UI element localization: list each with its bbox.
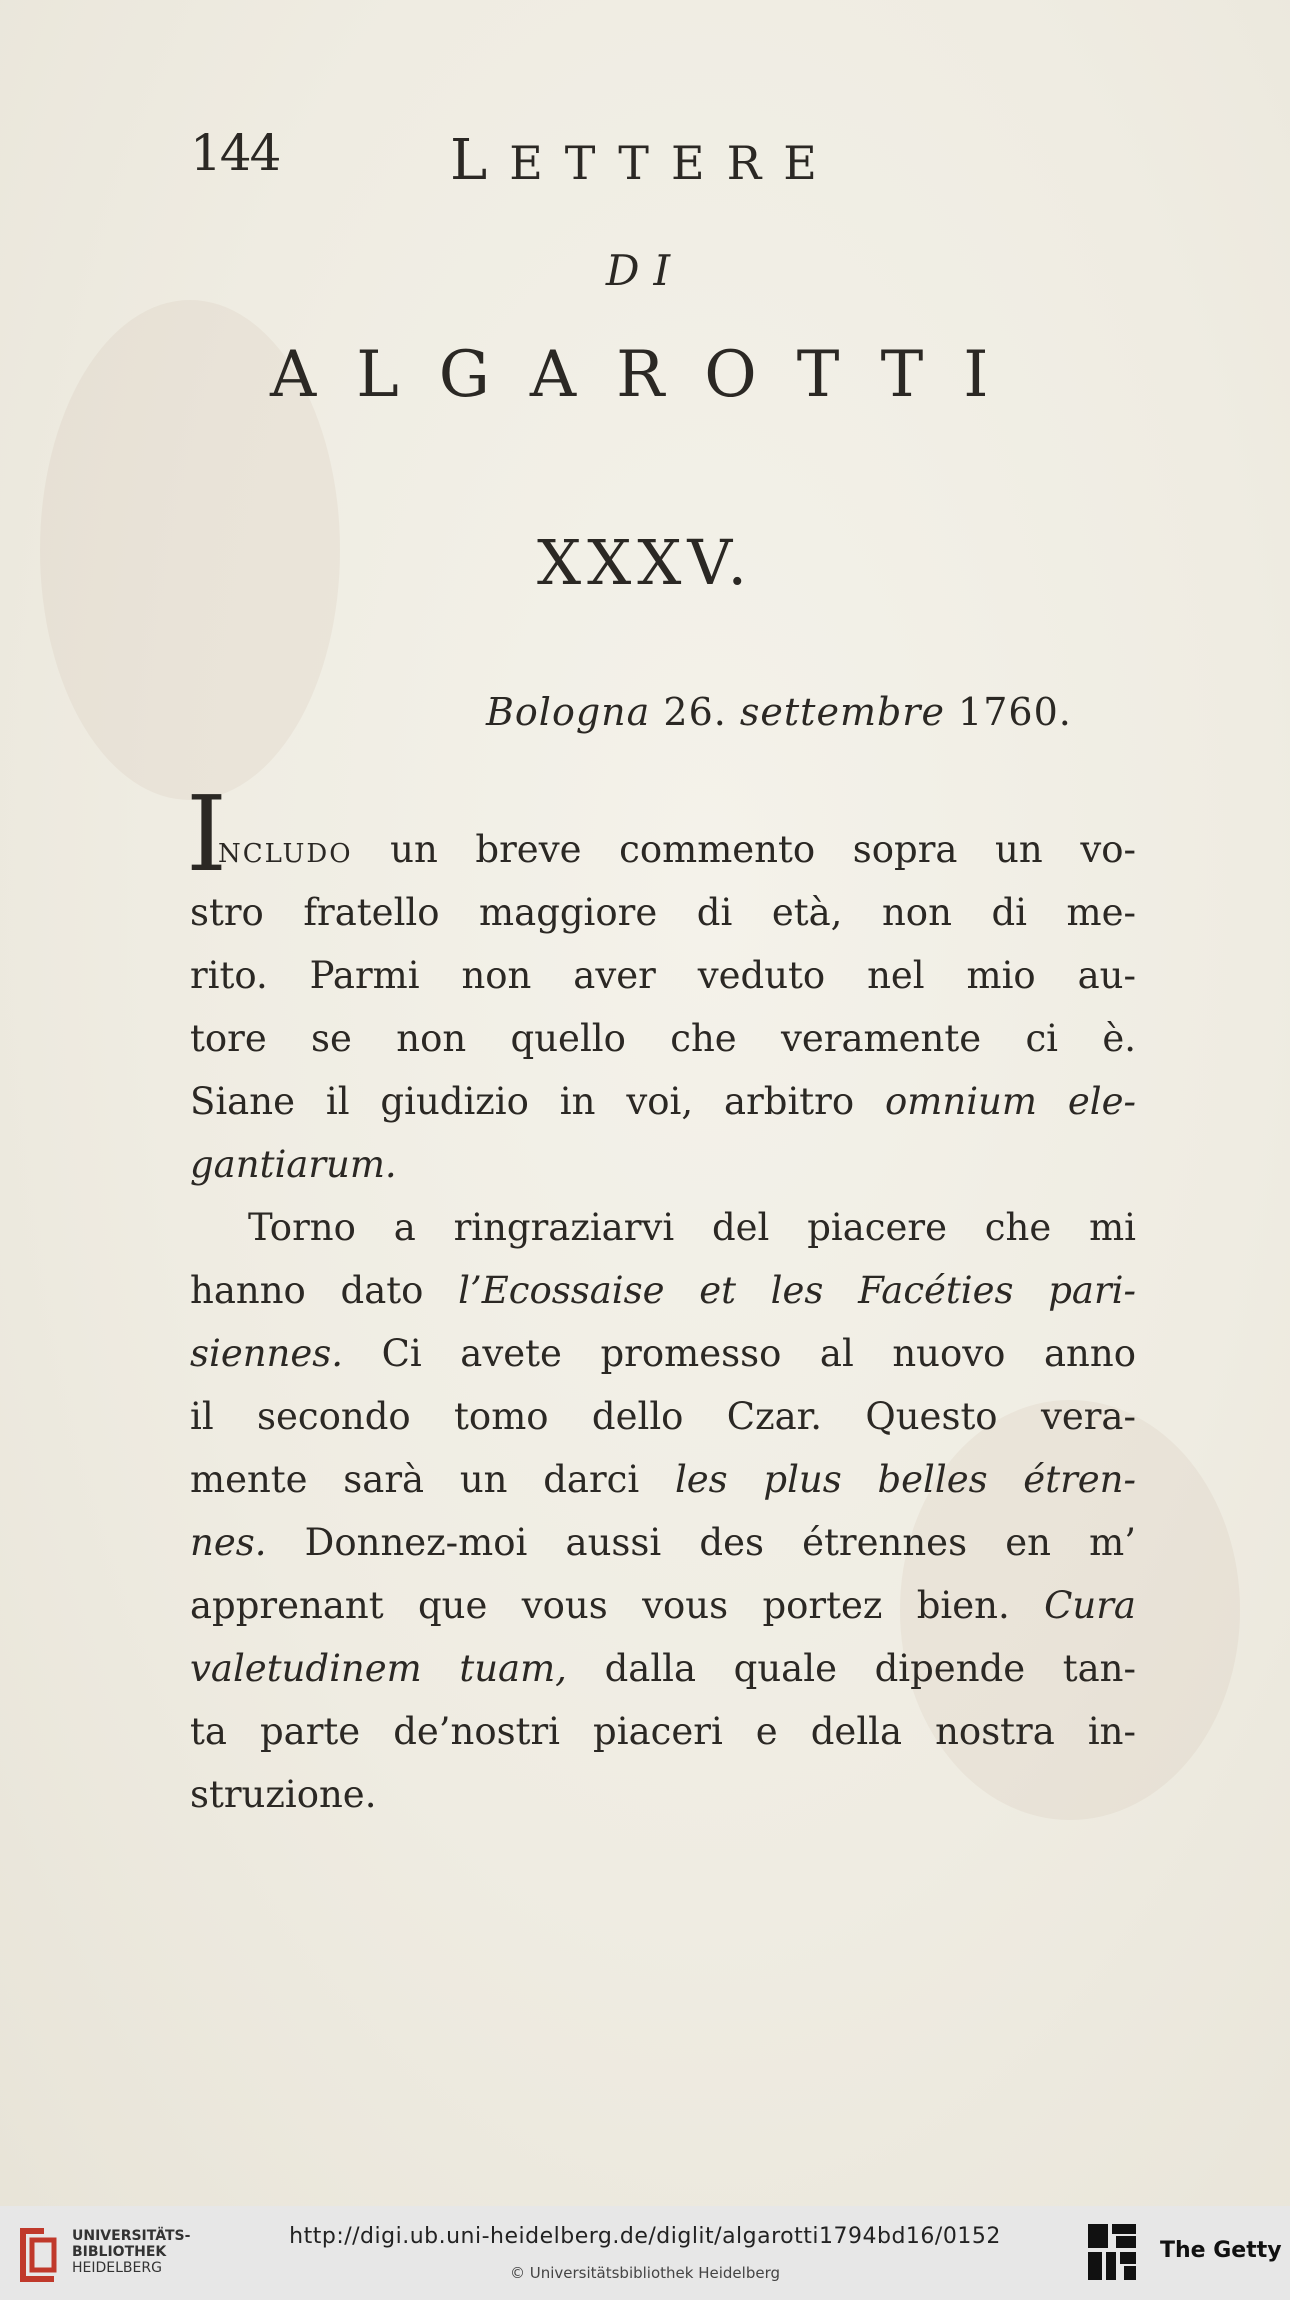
library-name: UNIVERSITÄTS- BIBLIOTHEK HEIDELBERG (72, 2228, 191, 2276)
getty-label[interactable]: The Getty (1160, 2238, 1282, 2263)
text-line: Torno a ringraziarvi del piacere che mi (248, 1206, 1136, 1249)
viewer-footer (0, 2206, 1290, 2300)
text-line: ncludo un breve commento sopra un vo- (218, 828, 1136, 871)
text-line: siennes. Ci avete promesso al nuovo anno (190, 1332, 1136, 1375)
text-line: nes. Donnez-moi aussi des étrennes en m’ (190, 1521, 1136, 1564)
drop-cap: I (186, 773, 228, 895)
letter-number: XXXV. (536, 526, 754, 599)
dateline-month: settembre (739, 690, 945, 734)
text-line: apprenant que vous vous portez bien. Cura (190, 1584, 1136, 1627)
text-line: mente sarà un darci les plus belles étren- (190, 1458, 1136, 1501)
copyright-notice: © Universitätsbibliothek Heidelberg (509, 2264, 780, 2282)
dateline-year: 1760. (958, 690, 1072, 734)
text-line: valetudinem tuam, dalla quale dipende tan- (190, 1647, 1136, 1690)
text-line: rito. Parmi non aver veduto nel mio au- (190, 954, 1136, 997)
permalink-url[interactable]: http://digi.ub.uni-heidelberg.de/diglit/algarotti1794bd16/0152 (289, 2224, 1001, 2249)
title-author: ALGAROTTI (270, 338, 1029, 412)
text-line: stro fratello maggiore di età, non di me- (190, 891, 1136, 934)
dateline-place: Bologna (486, 690, 651, 734)
running-title: LETTERE (450, 128, 839, 193)
text-line: hanno dato l’Ecossaise et les Facéties pari- (190, 1269, 1136, 1312)
text-line: il secondo tomo dello Czar. Questo vera- (190, 1395, 1136, 1438)
letter-dateline (486, 690, 1072, 734)
opening-word: ncludo (218, 828, 353, 871)
page-number: 144 (190, 124, 280, 182)
text-line: ta parte de’nostri piaceri e della nostra in- (190, 1710, 1136, 1753)
text-line: tore se non quello che veramente ci è. (190, 1017, 1136, 1060)
text-line: Siane il giudizio in voi, arbitro omnium ele- (190, 1080, 1136, 1123)
text-line: gantiarum. (190, 1143, 397, 1186)
paragraph-2 (190, 1196, 1136, 1826)
title-preposition: DI (605, 246, 685, 295)
getty-logo-icon[interactable] (1086, 2222, 1138, 2282)
text-line: struzione. (190, 1773, 377, 1816)
paragraph-1 (190, 818, 1136, 1196)
dateline-day: 26. (663, 690, 727, 734)
